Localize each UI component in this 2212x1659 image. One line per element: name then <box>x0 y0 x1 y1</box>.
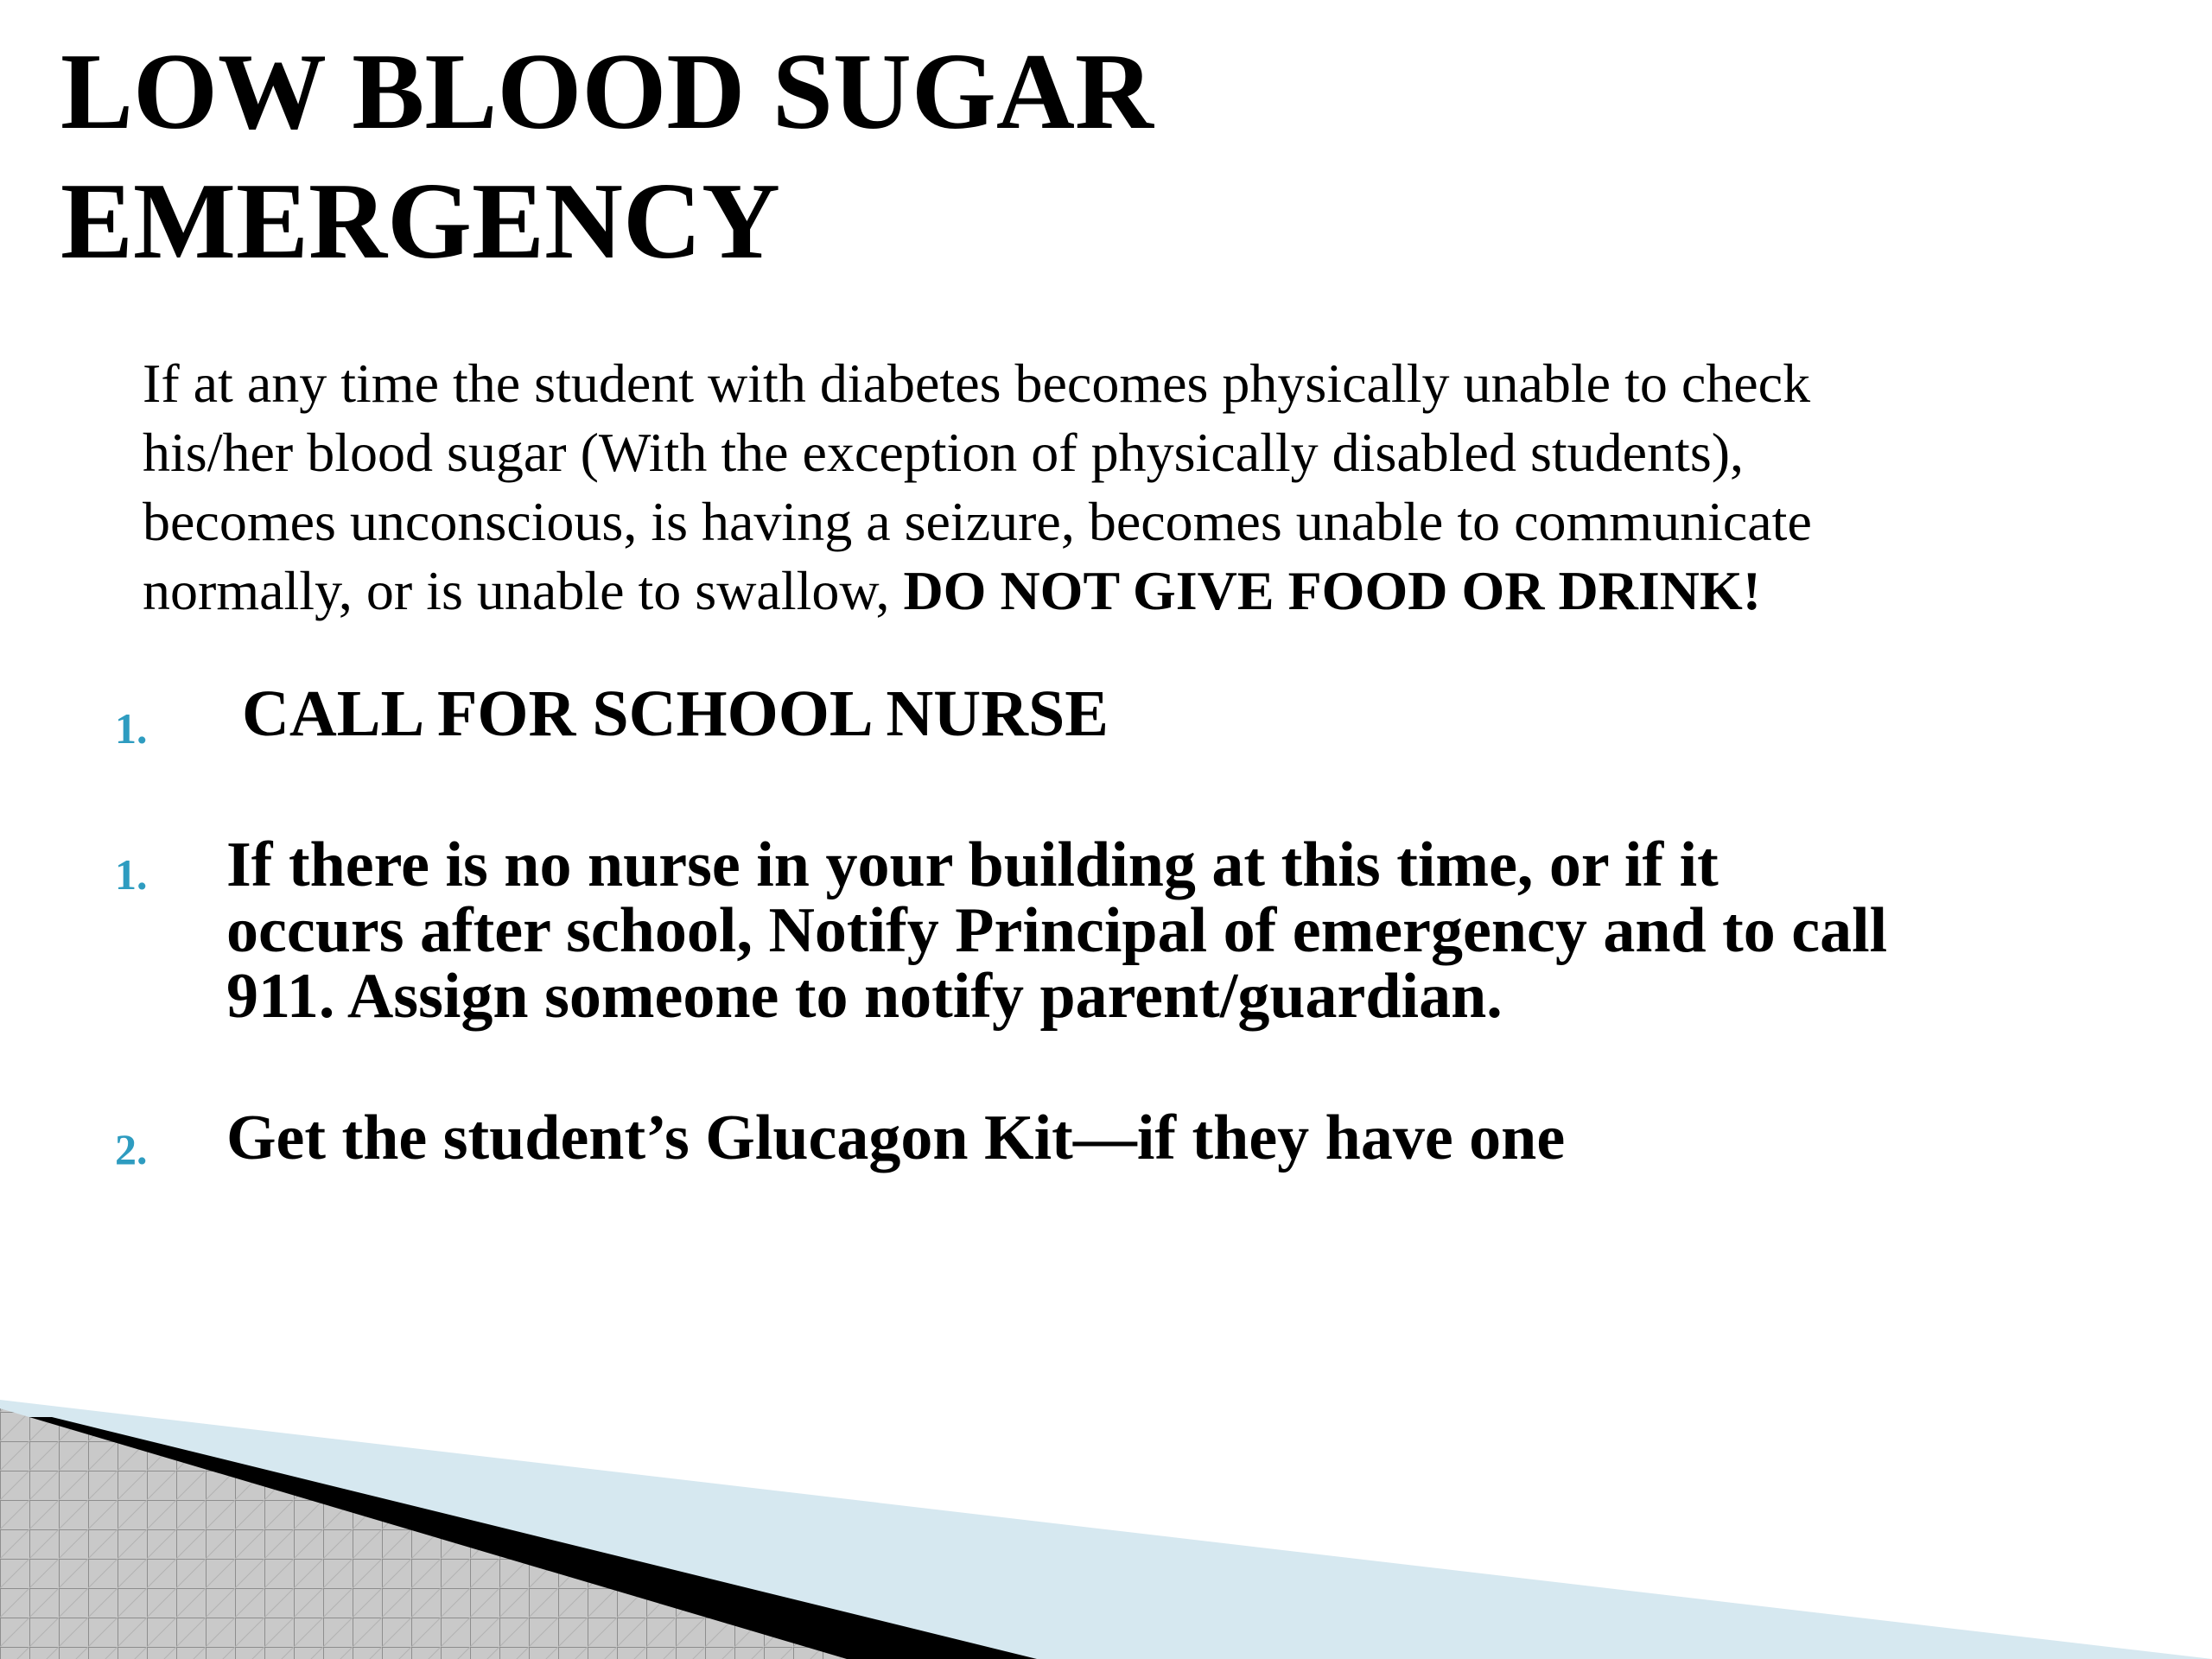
step-text-line-3: 911. Assign someone to notify parent/guardian. <box>226 961 1503 1032</box>
intro-line-1: If at any time the student with diabetes becomes physically unable to check <box>143 353 1811 414</box>
step-text <box>226 1105 1565 1171</box>
step-text-line: CALL FOR SCHOOL NURSE <box>242 677 1109 750</box>
intro-line-2: his/her blood sugar (With the exception of physically disabled students), <box>143 422 1745 483</box>
step-text-line-1: If there is no nurse in your building at this time, or if it <box>226 830 1719 900</box>
step-number: 2. <box>115 1125 148 1173</box>
corner-decoration <box>0 1382 2212 1659</box>
slide-title <box>60 28 1154 287</box>
step-text-line: Get the student’s Glucagon Kit—if they have one <box>226 1103 1566 1173</box>
intro-paragraph <box>143 349 2130 626</box>
step-text <box>226 830 1888 1032</box>
step-number: 1. <box>115 850 148 899</box>
intro-line-3: becomes unconscious, is having a seizure, becomes unable to communicate <box>143 491 1812 552</box>
intro-line-4-text: normally, or is unable to swallow, <box>143 560 904 621</box>
warning-text: DO NOT GIVE FOOD OR DRINK! <box>903 560 1762 621</box>
step-number: 1. <box>115 704 148 753</box>
step-text <box>242 677 1109 750</box>
step-text-line-2: occurs after school, Notify Principal of emergency and to call <box>226 895 1888 966</box>
intro-line-4 <box>143 556 2130 626</box>
title-line-2: EMERGENCY <box>60 162 781 282</box>
title-line-1: LOW BLOOD SUGAR <box>60 32 1154 152</box>
